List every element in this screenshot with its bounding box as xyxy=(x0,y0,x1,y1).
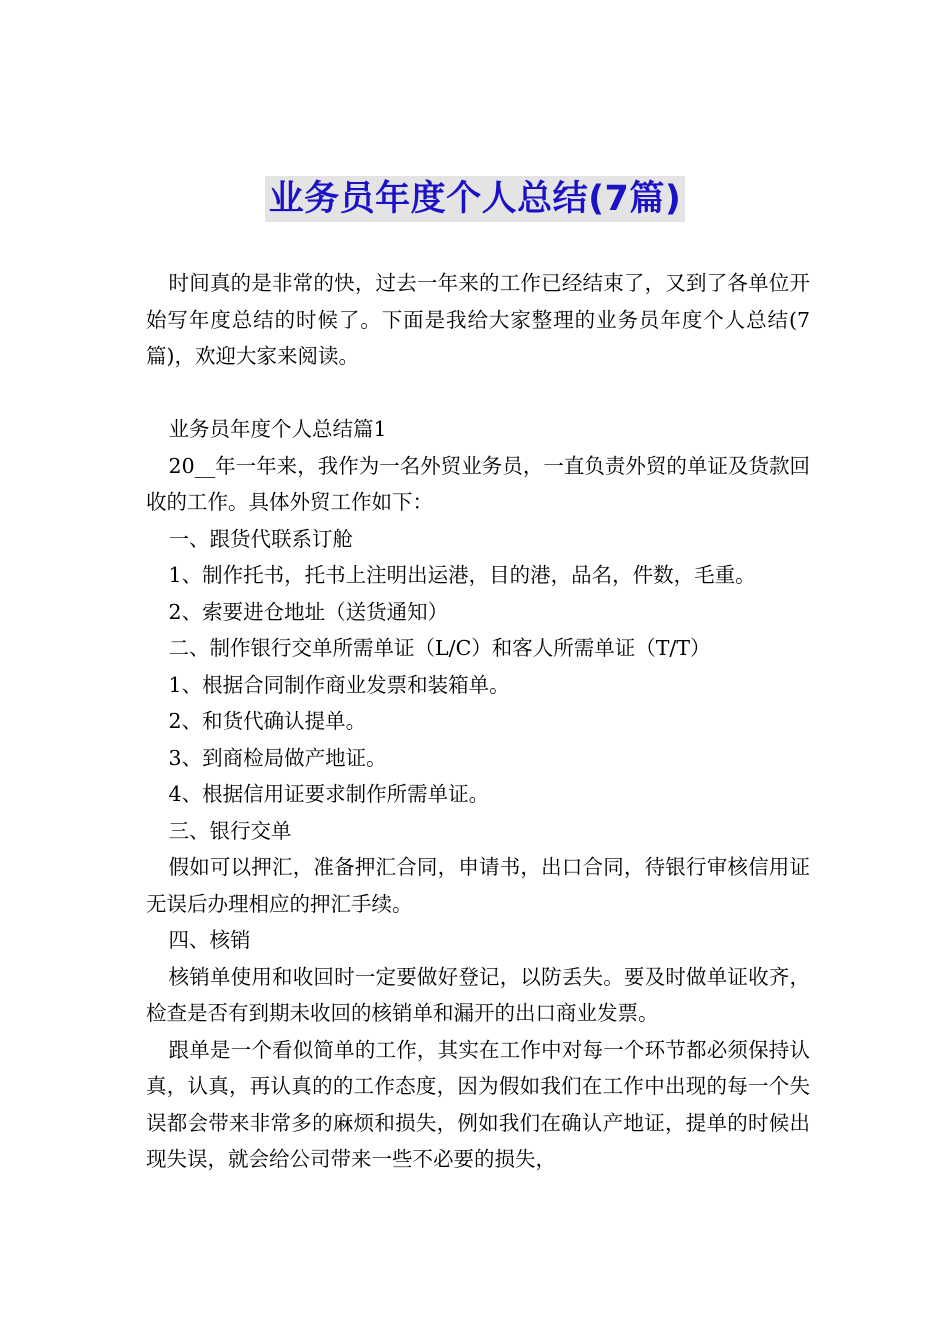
document-title: 业务员年度个人总结(7篇) xyxy=(265,176,686,222)
document-body xyxy=(146,265,810,1178)
list-item: 2、索要进仓地址（送货通知） xyxy=(168,599,449,624)
title-container xyxy=(0,176,950,222)
paragraph: 跟单是一个看似简单的工作，其实在工作中对每一个环节都必须保持认真，认真，再认真的的工作态度，因为假如我们在工作中出现的每一个失误都会带来非常多的麻烦和损失，例如我们在确认产地证，提单的时候出现失误，就会给公司带来一些不必要的损失， xyxy=(146,1037,810,1171)
list-heading: 一、跟货代联系订舱 xyxy=(168,526,354,551)
paragraph: 20__年一年来，我作为一名外贸业务员，一直负责外贸的单证及货款回收的工作。具体外贸工作如下： xyxy=(146,453,810,514)
paragraph: 核销单使用和收回时一定要做好登记，以防丢失。要及时做单证收齐，检查是否有到期未收回的核销单和漏开的出口商业发票。 xyxy=(146,964,810,1025)
list-item: 4、根据信用证要求制作所需单证。 xyxy=(168,782,490,806)
paragraph: 假如可以押汇，准备押汇合同，申请书，出口合同，待银行审核信用证无误后办理相应的押汇手续。 xyxy=(146,855,810,916)
list-heading: 四、核销 xyxy=(168,928,251,952)
list-item: 3、到商检局做产地证。 xyxy=(168,745,387,770)
intro-paragraph: 时间真的是非常的快，过去一年来的工作已经结束了，又到了各单位开始写年度总结的时候了。下面是我给大家整理的业务员年度个人总结(7篇)，欢迎大家来阅读。 xyxy=(146,271,810,368)
list-heading: 二、制作银行交单所需单证（L/C）和客人所需单证（T/T） xyxy=(168,636,711,660)
list-item: 1、根据合同制作商业发票和装箱单。 xyxy=(168,672,510,697)
list-item: 1、制作托书，托书上注明出运港，目的港，品名，件数，毛重。 xyxy=(168,563,756,587)
section-heading: 业务员年度个人总结篇1 xyxy=(168,417,387,441)
blank-line xyxy=(146,375,810,412)
list-item: 2、和货代确认提单。 xyxy=(168,709,367,733)
list-heading: 三、银行交单 xyxy=(168,818,292,843)
